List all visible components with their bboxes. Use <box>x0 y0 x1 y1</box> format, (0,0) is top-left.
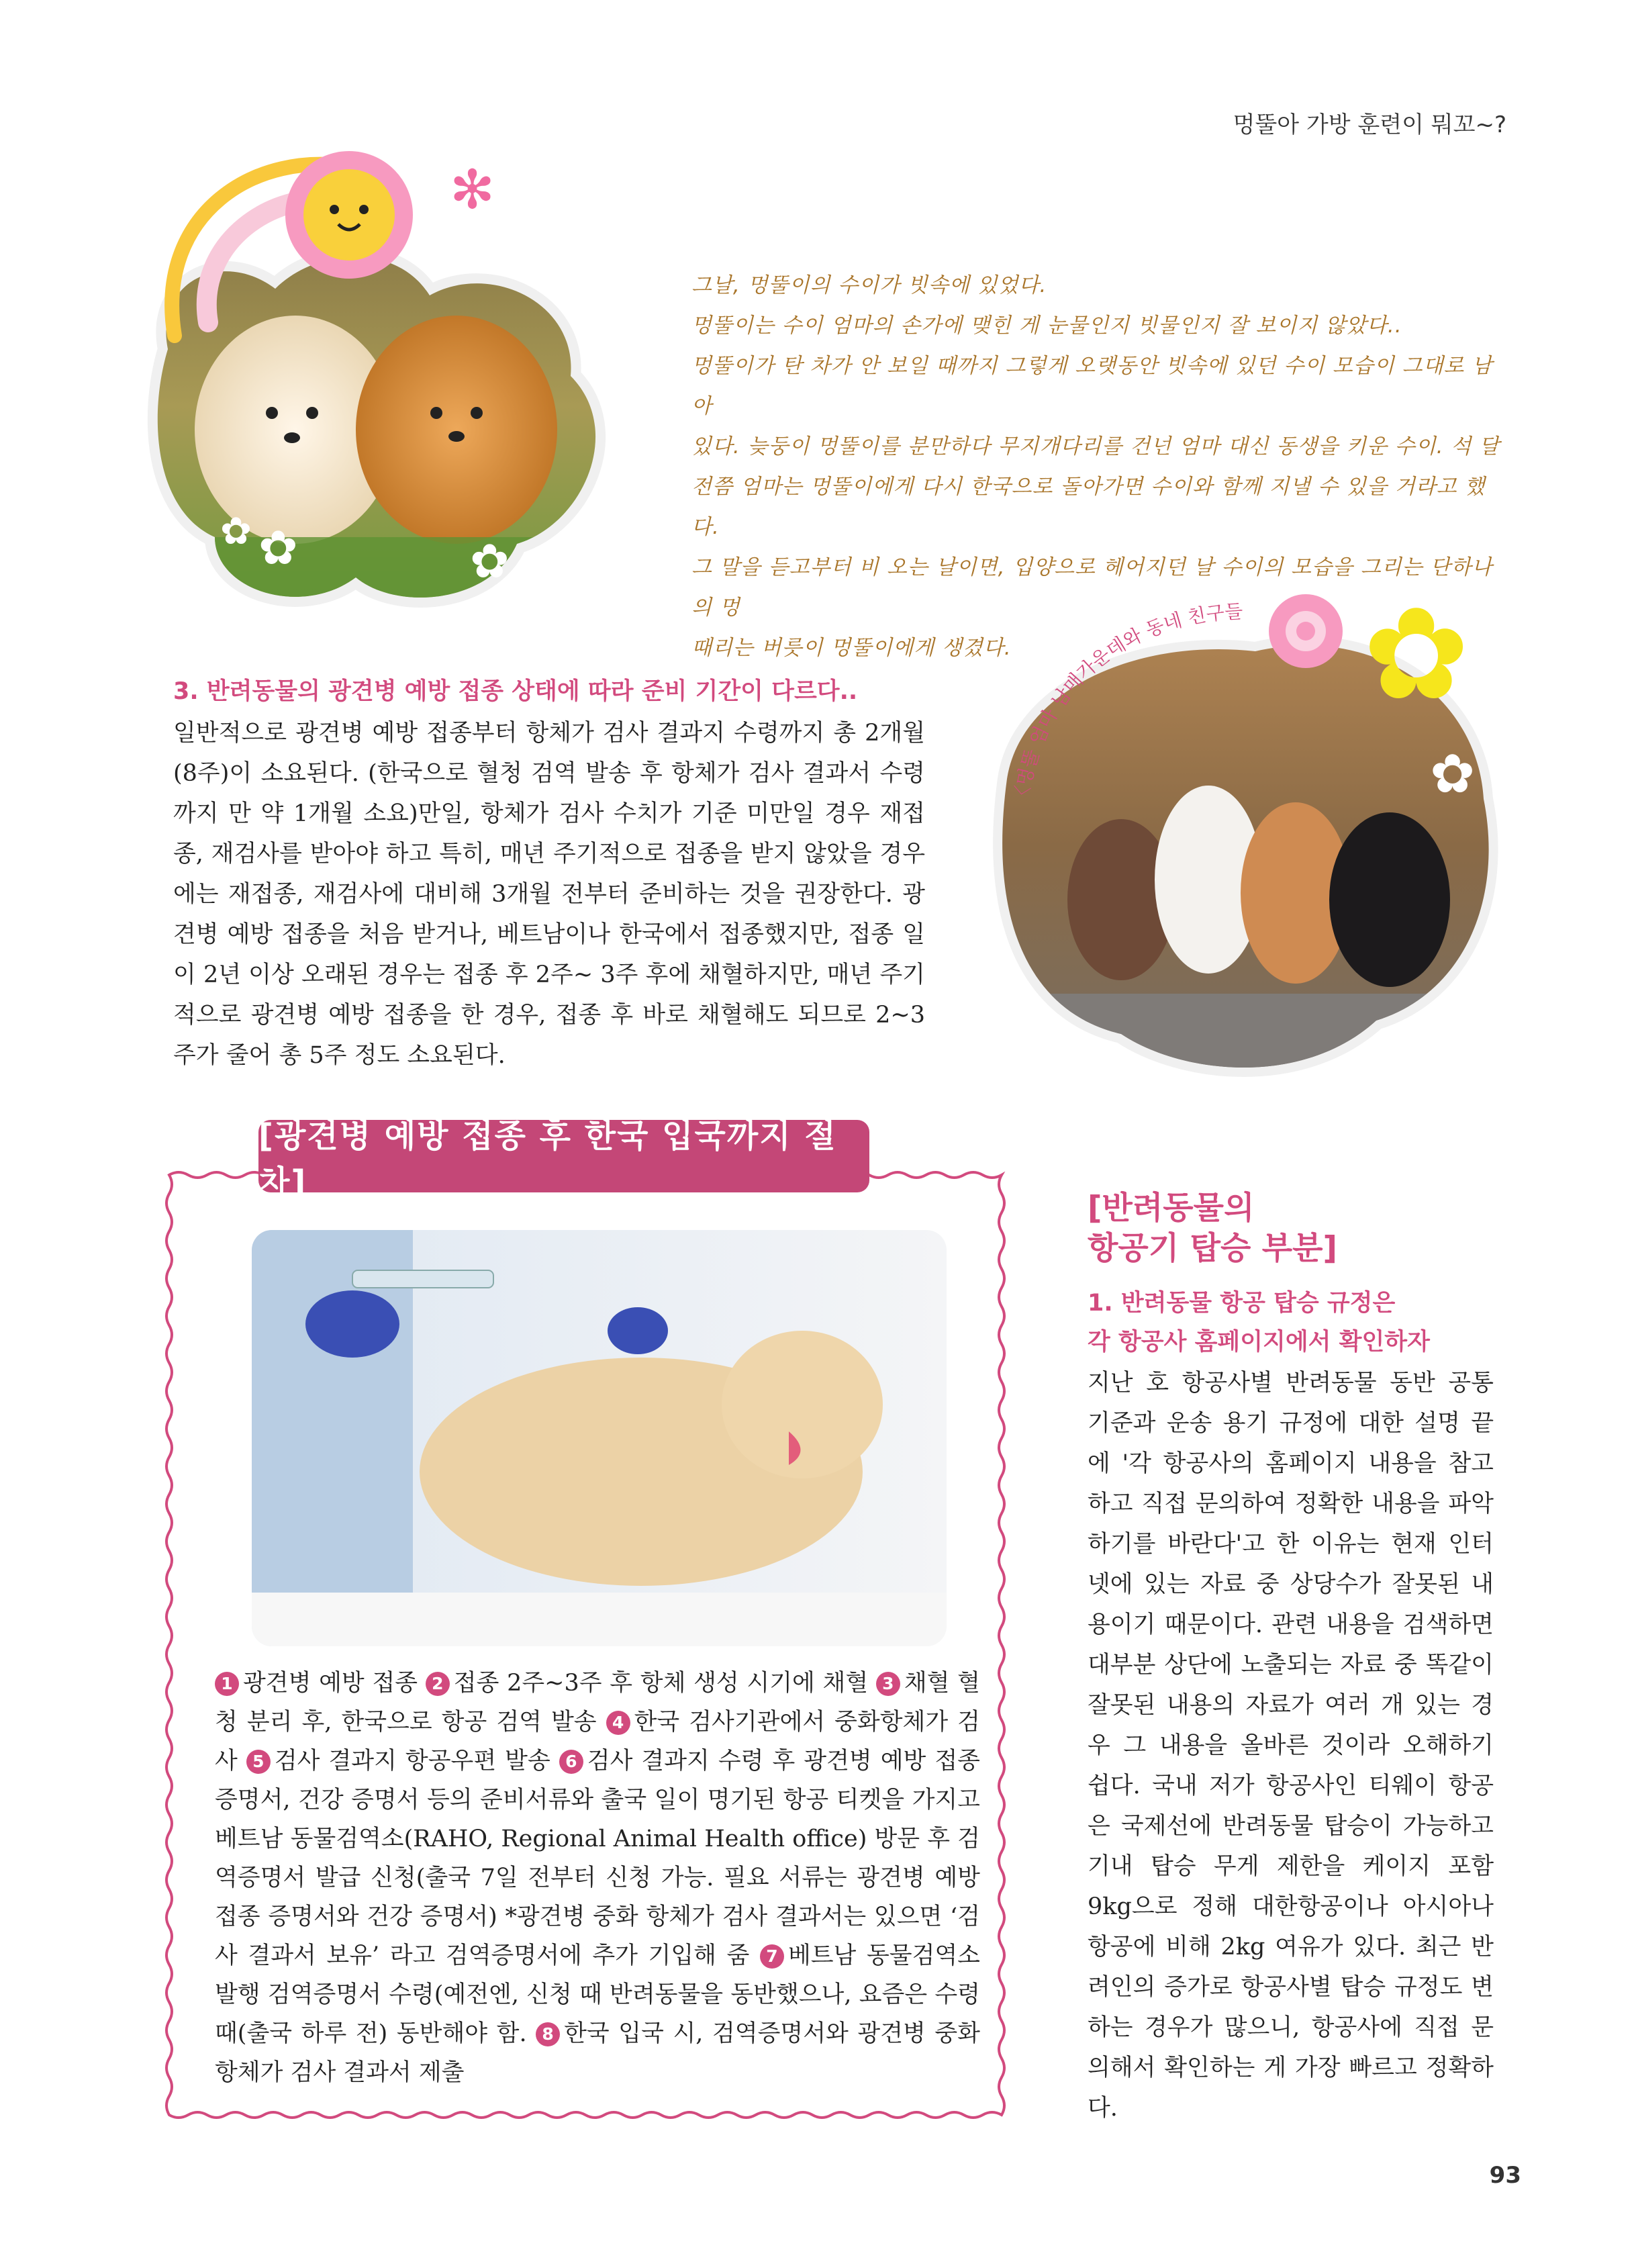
step-text-4: 한국 검사기관에서 중화항체가 검사 <box>215 1709 980 1775</box>
story-line: 때리는 버릇이 멍뚤이에게 생겼다. <box>691 636 1012 660</box>
step-number-2: 2 <box>426 1672 450 1696</box>
airline-body: 지난 호 항공사별 반려동물 동반 공통 기준과 운송 용기 규정에 대한 설명 끝에 '각 항공사의 홈페이지 내용을 참고하고 직접 문의하여 정확한 내용을 파악하기를 바란다'고 한 이유는 현재 인터넷에 있는 자료 중 상당수가 잘못된 내용이기 때문이다. 관련 내용을 검색하면 대부분 상단에 노출되는 자료 중 똑같이 잘못된 내용의 자료가 여러 개 있는 경우 그 내용을 올바른 것이라 오해하기 쉽다. 국내 저가 항공사인 티웨이 항공은 국제선에 반려동물 탑승이 가능하고 기내 탑승 무게 제한을 케이지 포함 9kg으로 정해 대한항공이나 아시아나항공에 비해 2kg 여유가 있다. 최근 반려인의 증가로 항공사별 탑승 규정도 변하는 경우가 많으니, 항공사에 직접 문의해서 확인하는 게 가장 빠르고 정확하다. <box>1088 1370 1494 2122</box>
section-rabies-preparation <box>173 673 925 1076</box>
step-number-6: 6 <box>559 1750 583 1774</box>
story-line: 있다. 늦둥이 멍뚤이를 분만하다 무지개다리를 건넌 엄마 대신 동생을 키운 수이. 석 달 <box>691 434 1500 459</box>
step-text-7: 베트남 동물검역소 발행 검역증명서 수령(예전엔, 신청 때 반려동물을 동반했으나, 요즘은 수령 때(출국 하루 전) 동반해야 함. <box>215 1942 980 2047</box>
step-number-4: 4 <box>606 1711 630 1735</box>
step-number-8: 8 <box>536 2022 560 2046</box>
section-body: 일반적으로 광견병 예방 접종부터 항체가 검사 결과지 수령까지 총 2개월(8주)이 소요된다. (한국으로 혈청 검역 발송 후 항체가 검사 결과서 수령까지 만 약 1개월 소요)만일, 항체가 검사 수치가 기준 미만일 경우 재접종, 재검사를 받아야 하고 특히, 매년 주기적으로 접종을 받지 않았을 경우에는 재접종, 재검사에 대비해 3개월 전부터 준비하는 것을 권장한다. 광견병 예방 접종을 처음 받거나, 베트남이나 한국에서 접종했지만, 접종 일이 2년 이상 오래된 경우는 접종 후 2주~ 3주 후에 채혈하지만, 매년 주기적으로 광견병 예방 접종을 한 경우, 접종 후 바로 채혈해도 되므로 2~3주가 줄어 총 5주 정도 소요된다. <box>173 720 925 1069</box>
svg-text:✿: ✿ <box>1430 743 1476 805</box>
section-heading: 3. 반려동물의 광견병 예방 접종 상태에 따라 준비 기간이 다르다.. <box>173 678 858 705</box>
svg-text:✿: ✿ <box>258 520 298 575</box>
svg-text:✿: ✿ <box>470 534 510 589</box>
airline-subheading-line: 1. 반려동물 항공 탑승 규정은 <box>1088 1290 1396 1317</box>
airline-heading-line: [반려동물의 <box>1088 1190 1255 1227</box>
svg-text:✿: ✿ <box>220 510 252 553</box>
story-line: 멍뚤이가 탄 차가 안 보일 때까지 그렇게 오랫동안 빗속에 있던 수이 모습이 그대로 남아 <box>691 354 1493 418</box>
procedure-steps <box>215 1664 980 2092</box>
vaccination-photo <box>252 1230 947 1646</box>
airline-subheading <box>1088 1284 1430 1362</box>
step-number-7: 7 <box>760 1944 784 1969</box>
svg-text:✿: ✿ <box>1363 580 1470 728</box>
story-line: 멍뚤이는 수이 엄마의 손가에 맺힌 게 눈물인지 빗물인지 잘 보이지 않았다.. <box>691 314 1402 338</box>
airline-heading-line: 항공기 탑승 부분] <box>1088 1230 1338 1267</box>
page-number: 93 <box>1489 2162 1521 2189</box>
svg-text:✻: ✻ <box>450 158 495 221</box>
step-number-3: 3 <box>876 1672 900 1696</box>
step-text-6: 검사 결과지 수령 후 광견병 예방 접종 증명서, 건강 증명서 등의 준비서류와 출국 일이 명기된 항공 티켓을 가지고 베트남 동물검역소(RAHO, Regional Animal Health office) 방문 후 검역증명서 발급 신청(출국 7일 전부터 신청 가능. 필요 서류는 광견병 예방 접종 증명서와 건강 증명서) *광견병 중화 항체가 검사 결과서는 있으면 ‘검사 결과서 보유’ 라고 검역증명서에 추가 기입해 줌 <box>215 1748 980 1969</box>
pomeranian-pair-photo <box>141 148 638 618</box>
airline-heading <box>1088 1188 1337 1269</box>
step-text-5: 검사 결과지 항공우편 발송 <box>274 1748 559 1775</box>
procedure-title: [광견병 예방 접종 후 한국 입국까지 절차] <box>258 1120 869 1192</box>
step-text-2: 접종 2주~3주 후 항체 생성 시기에 채혈 <box>453 1670 876 1697</box>
step-text-1: 광견병 예방 접종 <box>243 1670 426 1697</box>
story-line: 전쯤 엄마는 멍뚤이에게 다시 한국으로 돌아가면 수이와 함께 지낼 수 있을 거라고 했다. <box>691 475 1486 539</box>
airline-subheading-line: 각 항공사 홈페이지에서 확인하자 <box>1088 1329 1430 1356</box>
step-text-8: 한국 입국 시, 검역증명서와 광견병 중화 항체가 검사 결과서 제출 <box>215 2020 980 2086</box>
four-dogs-photo <box>967 577 1517 1115</box>
step-text-3: 채혈 혈청 분리 후, 한국으로 항공 검역 발송 <box>215 1670 980 1736</box>
running-header: 멍뚤아 가방 훈련이 뭐꼬~? <box>1233 111 1506 138</box>
story-line: 그 말을 듣고부터 비 오는 날이면, 입양으로 헤어지던 날 수이의 모습을 그리는 단하나의 멍 <box>691 555 1493 620</box>
story-line: 그날, 멍뚤이의 수이가 빗속에 있었다. <box>691 273 1047 297</box>
step-number-1: 1 <box>215 1672 239 1696</box>
photo-caption: 〈멍뚤 엄마 남매가운데와 동네 친구들 <box>1010 600 1244 806</box>
step-number-5: 5 <box>246 1750 271 1774</box>
